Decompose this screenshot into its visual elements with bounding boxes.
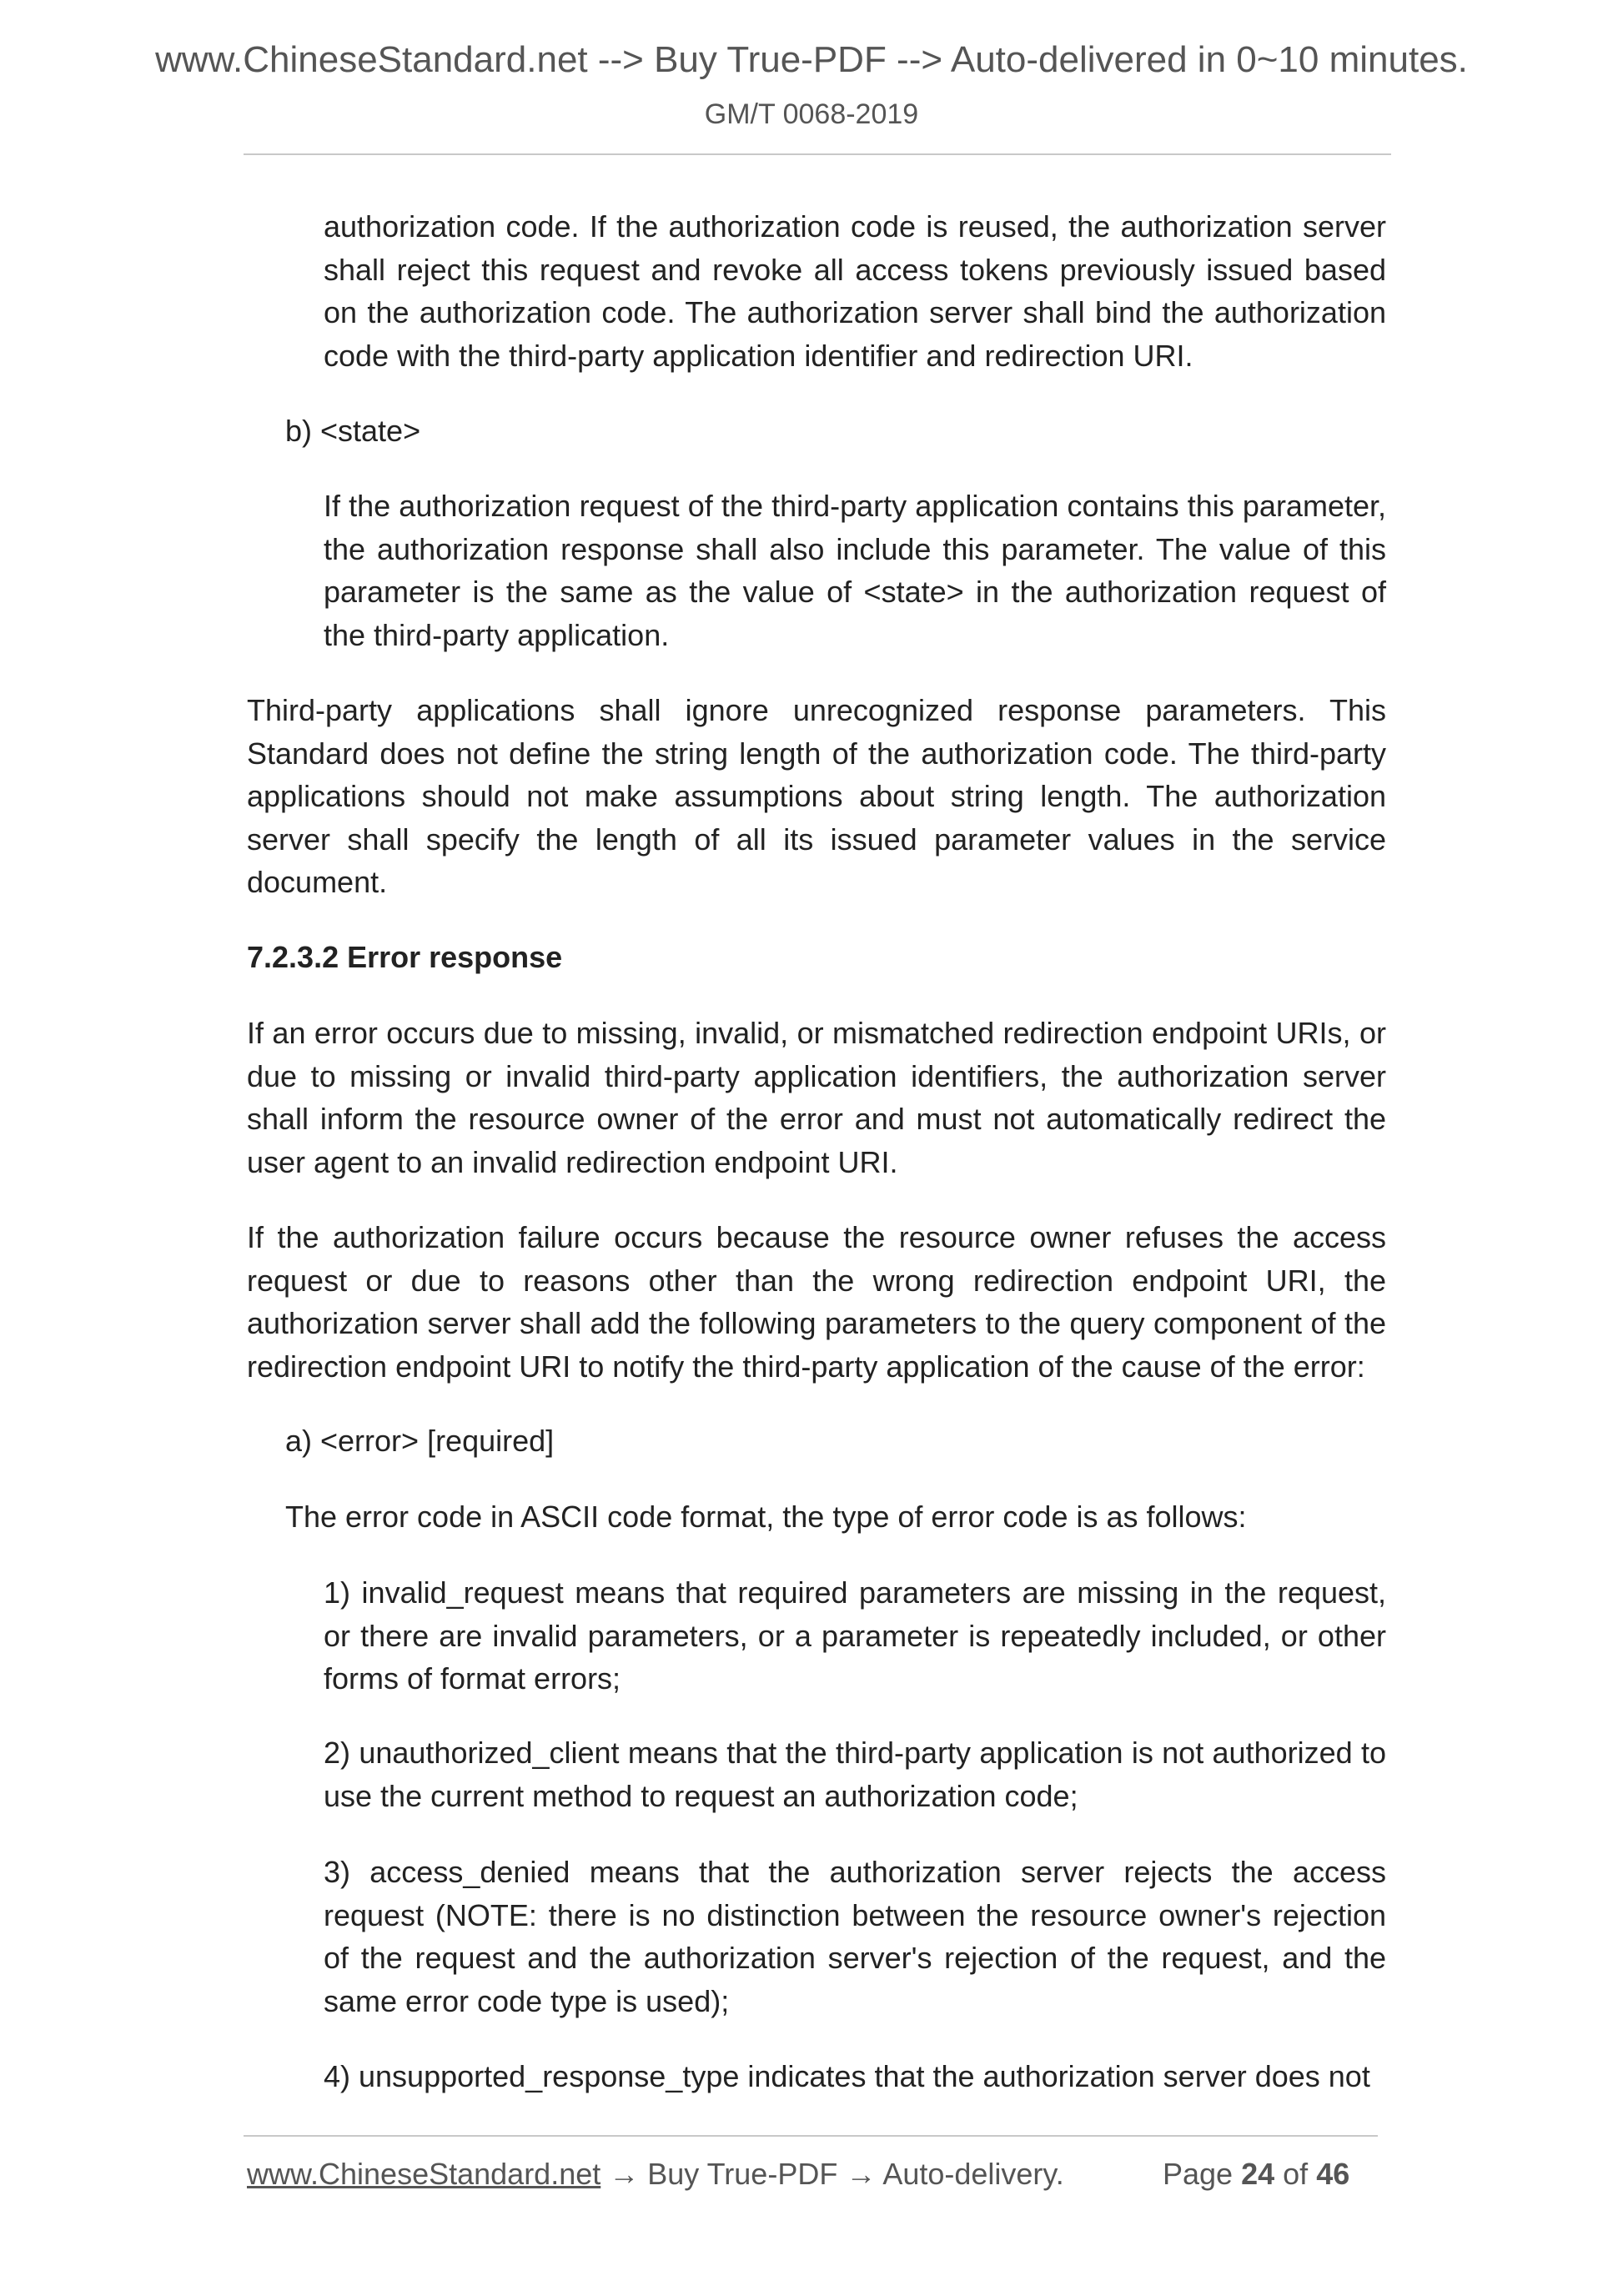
footer-store-link[interactable] <box>247 2155 1064 2193</box>
page-number: 24 <box>1241 2157 1275 2191</box>
of-label: of <box>1283 2157 1309 2191</box>
error-code-access-denied: 3) access_denied means that the authorization server rejects the access request (NOTE: there is no distinction between the resource owner's rejection of the request and the authorization server's rejection of the request, and the same error code type is used); <box>324 1855 1386 2018</box>
item-b-label: b) <state> <box>285 414 421 448</box>
item-a-label: a) <error> [required] <box>285 1424 555 1458</box>
section-heading: 7.2.3.2 Error response <box>247 940 563 974</box>
document-number: GM/T 0068-2019 <box>704 98 919 130</box>
error-code-unsupported-response-type: 4) unsupported_response_type indicates that the authorization server does not <box>324 2059 1370 2093</box>
paragraph-authorization-code-cont: authorization code. If the authorization code is reused, the authorization server shall reject this request and revoke all access tokens previously issued based on the authorization code. The authorization server shall bind the authorization code with the third-party application identifier and redirection URI. <box>324 209 1386 373</box>
error-code-unauthorized-client: 2) unauthorized_client means that the third-party application is not authorized to use the current method to request an authorization code; <box>324 1736 1386 1813</box>
footer-site-link[interactable]: www.ChineseStandard.net <box>247 2157 601 2191</box>
page-label: Page <box>1163 2157 1234 2191</box>
total-pages: 46 <box>1316 2157 1350 2191</box>
footer-divider <box>244 2135 1378 2137</box>
header-banner: www.ChineseStandard.net --> Buy True-PDF --> Auto-delivered in 0~10 minutes. <box>155 39 1468 80</box>
paragraph-error-redirect: If an error occurs due to missing, invalid, or mismatched redirection endpoint URIs, or due to missing or invalid third-party application identifiers, the authorization server shall inform the resource owner of the error and must not automatically redirect the user agent to an invalid redirection endpoint URI. <box>247 1016 1386 1179</box>
item-a-intro: The error code in ASCII code format, the type of error code is as follows: <box>285 1500 1247 1534</box>
footer-delivery-text: → Buy True-PDF → Auto-delivery. <box>600 2157 1064 2191</box>
header-divider <box>244 153 1391 155</box>
paragraph-error-query: If the authorization failure occurs because the resource owner refuses the access request or due to reasons other than the wrong redirection endpoint URI, the authorization server shall add the following parameters to the query component of the redirection endpoint URI to notify the third-party application of the cause of the error: <box>247 1220 1386 1384</box>
error-code-invalid-request: 1) invalid_request means that required parameters are missing in the request, or there are invalid parameters, or a parameter is repeatedly included, or other forms of format errors; <box>324 1575 1386 1696</box>
page-indicator <box>1163 2155 1349 2193</box>
item-b-text: If the authorization request of the third-party application contains this parameter, the authorization response shall also include this parameter. The value of this parameter is the same as the value of <state> in the authorization request of the third-party application. <box>324 489 1386 652</box>
paragraph-ignore-parameters: Third-party applications shall ignore unrecognized response parameters. This Standard does not define the string length of the authorization code. The third-party applications should not make assumptions about string length. The authorization server shall specify the length of all its issued parameter values in the service document. <box>247 693 1386 899</box>
